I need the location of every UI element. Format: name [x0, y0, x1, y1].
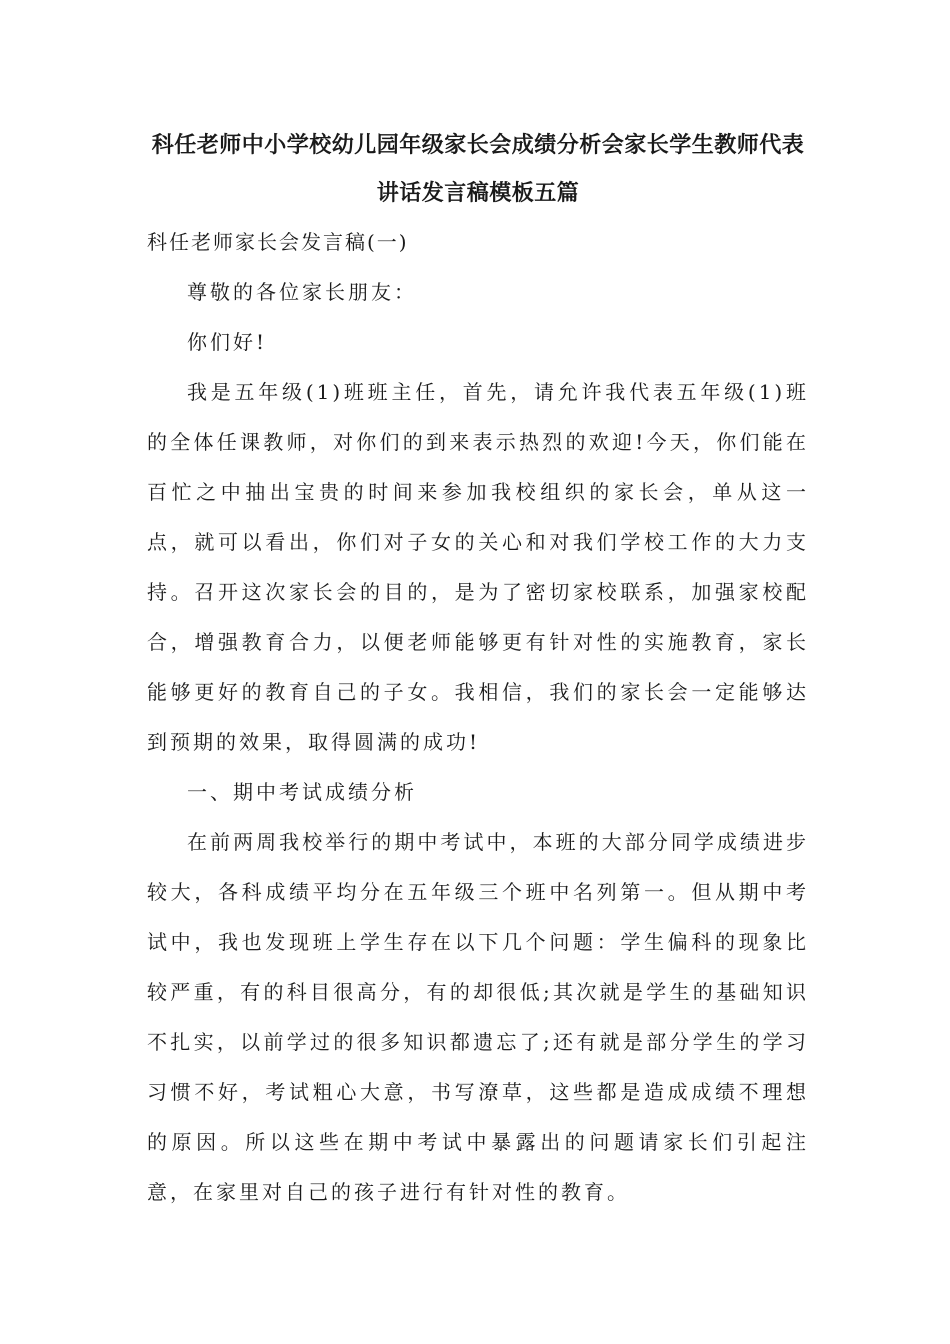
paragraph-introduction: 我是五年级(1)班班主任，首先，请允许我代表五年级(1)班的全体任课教师，对你们的到来表示热烈的欢迎!今天，你们能在百忙之中抽出宝贵的时间来参加我校组织的家长会，单从这一点，就可以看出，你们对子女的关心和对我们学校工作的大力支持。召开这次家长会的目的，是为了密切家校联系，加强家校配合，增强教育合力，以便老师能够更有针对性的实施教育，家长能够更好的教育自己的子女。我相信，我们的家长会一定能够达到预期的效果，取得圆满的成功!	[147, 380, 809, 754]
paragraph-exam-analysis: 在前两周我校举行的期中考试中，本班的大部分同学成绩进步较大，各科成绩平均分在五年级三个班中名列第一。但从期中考试中，我也发现班上学生存在以下几个问题：学生偏科的现象比较严重，有的科目很高分，有的却很低;其次就是学生的基础知识不扎实，以前学过的很多知识都遗忘了;还有就是部分学生的学习习惯不好，考试粗心大意，书写潦草，这些都是造成成绩不理想的原因。所以这些在期中考试中暴露出的问题请家长们引起注意，在家里对自己的孩子进行有针对性的教育。	[147, 830, 809, 1204]
document-page	[147, 122, 809, 1217]
paragraph-greeting: 你们好!	[187, 330, 268, 354]
document-title: 科任老师中小学校幼儿园年级家长会成绩分析会家长学生教师代表讲话发言稿模板五篇	[151, 133, 805, 206]
paragraph-section-heading: 一、期中考试成绩分析	[187, 780, 417, 804]
section-heading: 科任老师家长会发言稿(一)	[147, 230, 409, 254]
paragraph-salutation: 尊敬的各位家长朋友：	[187, 280, 417, 304]
